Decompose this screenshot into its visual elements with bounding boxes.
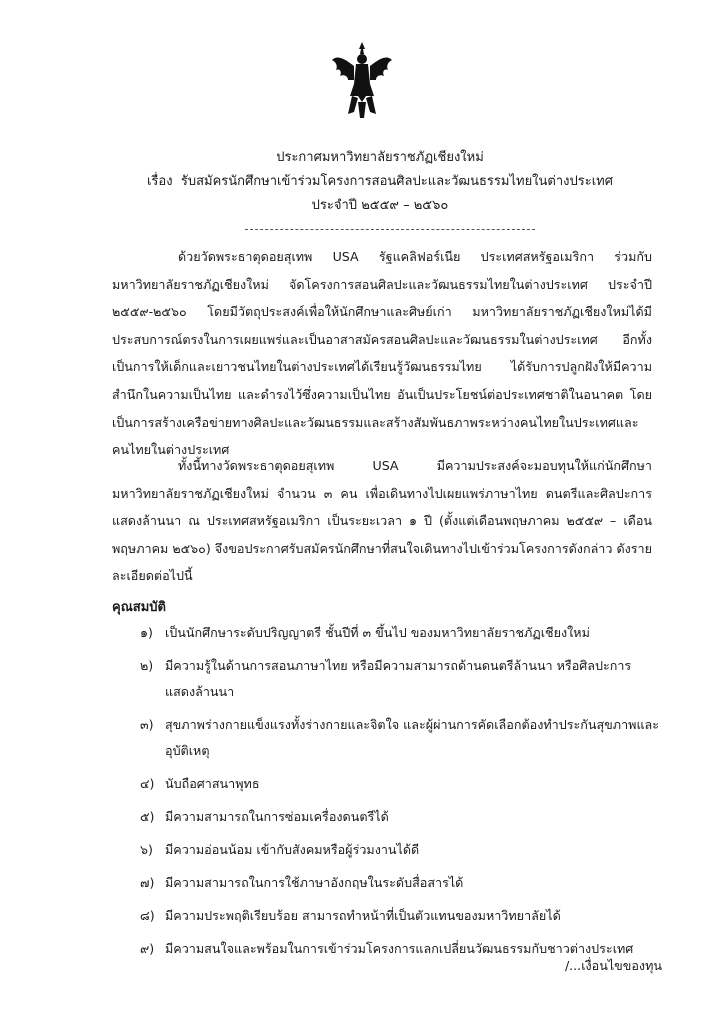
item-text: นับถือศาสนาพุทธ bbox=[165, 776, 260, 791]
item-number: ๖) bbox=[140, 842, 153, 857]
item-text: มีความสามารถในการซ่อมเครื่องดนตรีได้ bbox=[165, 809, 389, 824]
list-item bbox=[140, 804, 660, 830]
qualifications-list bbox=[140, 620, 660, 969]
subject-label: เรื่อง bbox=[146, 174, 173, 189]
garuda-emblem-icon bbox=[330, 40, 394, 120]
item-text: สุขภาพร่างกายแข็งแรงทั้งร่างกายและจิตใจ และผู้ผ่านการคัดเลือกต้องทำประกันสุขภาพและอุบัติเหตุ bbox=[165, 717, 660, 758]
item-number: ๔) bbox=[140, 776, 155, 791]
body-paragraph-1 bbox=[112, 243, 652, 464]
item-number: ๙) bbox=[140, 941, 155, 956]
list-item bbox=[140, 712, 660, 764]
item-number: ๒) bbox=[140, 658, 154, 673]
item-text: มีความรู้ในด้านการสอนภาษาไทย หรือมีความสามารถด้านดนตรีล้านนา หรือศิลปะการแสดงล้านนา bbox=[165, 658, 632, 699]
item-text: เป็นนักศึกษาระดับปริญญาตรี ชั้นปีที่ ๓ ขึ้นไป ของมหาวิทยาลัยราชภัฏเชียงใหม่ bbox=[165, 625, 590, 640]
list-item bbox=[140, 837, 660, 863]
list-item bbox=[140, 620, 660, 646]
list-item bbox=[140, 870, 660, 896]
announcement-title: ประกาศมหาวิทยาลัยราชภัฏเชียงใหม่ bbox=[276, 150, 484, 165]
list-item bbox=[140, 771, 660, 797]
item-number: ๗) bbox=[140, 875, 155, 890]
item-text: มีความสนใจและพร้อมในการเข้าร่วมโครงการแลกเปลี่ยนวัฒนธรรมกับชาวต่างประเทศ bbox=[165, 941, 634, 956]
item-number: ๓) bbox=[140, 717, 154, 732]
item-text: มีความอ่อนน้อม เข้ากับสังคมหรือผู้ร่วมงานได้ดี bbox=[165, 842, 420, 857]
paragraph-text: ด้วยวัดพระธาตุดอยสุเทพ USA รัฐแคลิฟอร์เนีย ประเทศสหรัฐอเมริกา ร่วมกับมหาวิทยาลัยราชภัฏเชียงใหม่ จัดโครงการสอนศิลปะและวัฒนธรรมไทยในต่างประเทศ ประจำปี ๒๕๕๙-๒๕๖๐ โดยมีวัตถุประสงค์เพื่อให้นักศึกษาและศิษย์เก่า มหาวิทยาลัยราชภัฏเชียงใหม่ได้มีประสบการณ์ตรงในการเผยแพร่และเป็นอาสาสมัครสอนศิลปะและวัฒนธรรมในต่างประเทศ อีกทั้งเป็นการให้เด็กและเยาวชนไทยในต่างประเทศได้เรียนรู้วัฒนธรรมไทย ได้รับการปลูกฝังให้มีความสำนึกในความเป็นไทย และดำรงไว้ซึ่งความเป็นไทย อันเป็นประโยชน์ต่อประเทศชาติในอนาคต โดยเป็นการสร้างเครือข่ายทางศิลปะและวัฒนธรรมและสร้างสัมพันธภาพระหว่างคนไทยในประเทศและคนไทยในต่างประเทศ bbox=[112, 249, 652, 458]
list-item bbox=[140, 653, 660, 705]
announcement-subject bbox=[100, 172, 660, 192]
list-item bbox=[140, 903, 660, 929]
paragraph-text: ทั้งนี้ทางวัดพระธาตุดอยสุเทพ USA มีความประสงค์จะมอบทุนให้แก่นักศึกษามหาวิทยาลัยราชภัฏเชียงใหม่ จำนวน ๓ คน เพื่อเดินทางไปเผยแพร่ภาษาไทย ดนตรีและศิลปะการแสดงล้านนา ณ ประเทศสหรัฐอเมริกา เป็นระยะเวลา ๑ ปี (ตั้งแต่เดือนพฤษภาคม ๒๕๕๙ – เดือนพฤษภาคม ๒๕๖๐) จึงขอประกาศรับสมัครนักศึกษาที่สนใจเดินทางไปเข้าร่วมโครงการดังกล่าว ดังรายละเอียดต่อไปนี้ bbox=[112, 458, 652, 584]
item-number: ๘) bbox=[140, 908, 155, 923]
header-divider bbox=[245, 229, 535, 230]
body-paragraph-2 bbox=[112, 452, 652, 590]
subject-text: รับสมัครนักศึกษาเข้าร่วมโครงการสอนศิลปะและวัฒนธรรมไทยในต่างประเทศ bbox=[180, 174, 613, 189]
continuation-note: /...เงื่อนไขของทุน bbox=[564, 958, 662, 973]
item-number: ๕) bbox=[140, 809, 155, 824]
item-text: มีความประพฤติเรียบร้อย สามารถทำหน้าที่เป็นตัวแทนของมหาวิทยาลัยได้ bbox=[165, 908, 561, 923]
item-text: มีความสามารถในการใช้ภาษาอังกฤษในระดับสื่อสารได้ bbox=[165, 875, 464, 890]
announcement-year: ประจำปี ๒๕๕๙ – ๒๕๖๐ bbox=[311, 198, 449, 213]
qualifications-title: คุณสมบัติ bbox=[112, 600, 166, 615]
item-number: ๑) bbox=[140, 625, 153, 640]
